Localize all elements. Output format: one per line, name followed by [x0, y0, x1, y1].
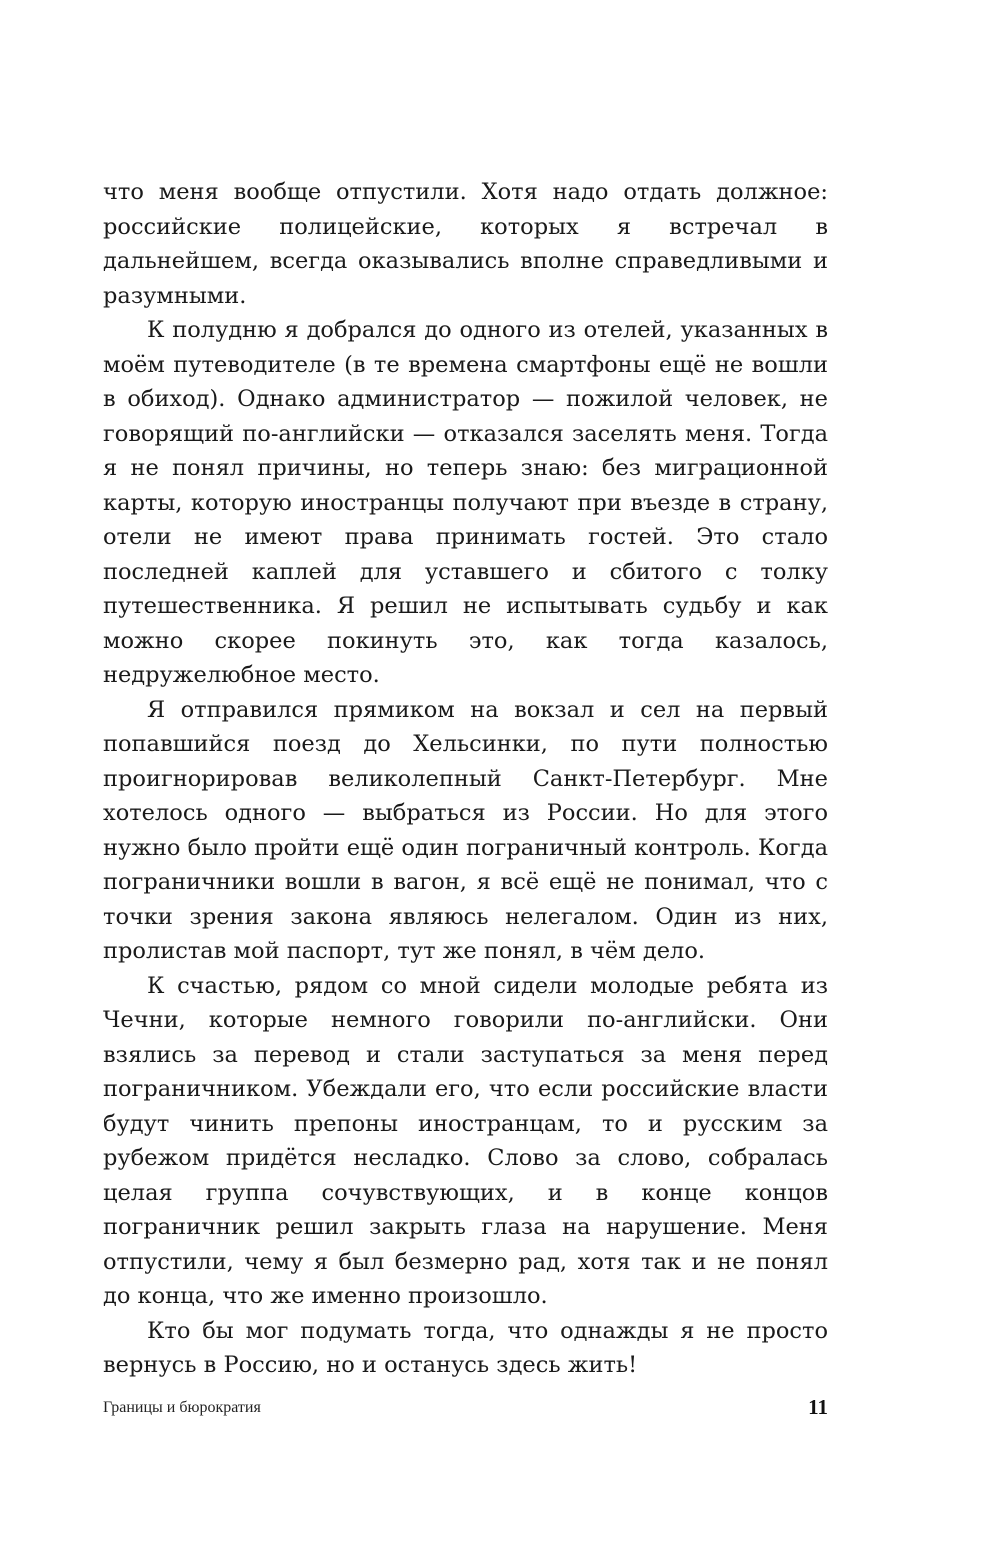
page-footer: [103, 1395, 828, 1425]
running-title: Границы и бюрократия: [103, 1399, 261, 1416]
paragraph-4: К счастью, рядом со мной сидели молодые ребята из Чечни, которые немного говорили по-английски. Они взялись за перевод и стали заступаться за меня перед пограничником. Убеждали его, что если российские власти будут чинить препоны иностранцам, то и русским за рубежом придётся несладко. Слово за слово, собралась целая группа сочувствующих, и в конце концов пограничник решил закрыть глаза на нарушение. Меня отпустили, чему я был безмерно рад, хотя так и не понял до конца, что же именно произошло.: [103, 972, 828, 1309]
page-number: 11: [808, 1395, 828, 1419]
paragraph-5: Кто бы мог подумать тогда, что однажды я не просто вернусь в Россию, но и останусь здесь жить!: [103, 1317, 828, 1378]
paragraph-2: К полудню я добрался до одного из отелей, указанных в моём путеводителе (в те времена смартфоны ещё не вошли в обиход). Однако администратор — пожилой человек, не говорящий по-английски — отказался заселять меня. Тогда я не понял причины, но теперь знаю: без миграционной карты, которую иностранцы получают при въезде в страну, отели не имеют права принимать гостей. Это стало последней каплей для уставшего и сбитого с толку путешественника. Я решил не испытывать судьбу и как можно скорее покинуть это, как тогда казалось, недружелюбное место.: [103, 317, 828, 688]
paragraph-1: что меня вообще отпустили. Хотя надо отдать должное: российские полицейские, которых я встречал в дальнейшем, всегда оказывались вполне справедливыми и разумными.: [103, 179, 828, 309]
page-body: [103, 175, 828, 1383]
paragraph-3: Я отправился прямиком на вокзал и сел на первый попавшийся поезд до Хельсинки, по пути полностью проигнорировав великолепный Санкт-Петербург. Мне хотелось одного — выбраться из России. Но для этого нужно было пройти ещё один пограничный контроль. Когда пограничники вошли в вагон, я всё ещё не понимал, что с точки зрения закона являюсь нелегалом. Один из них, пролистав мой паспорт, тут же понял, в чём дело.: [103, 696, 828, 964]
